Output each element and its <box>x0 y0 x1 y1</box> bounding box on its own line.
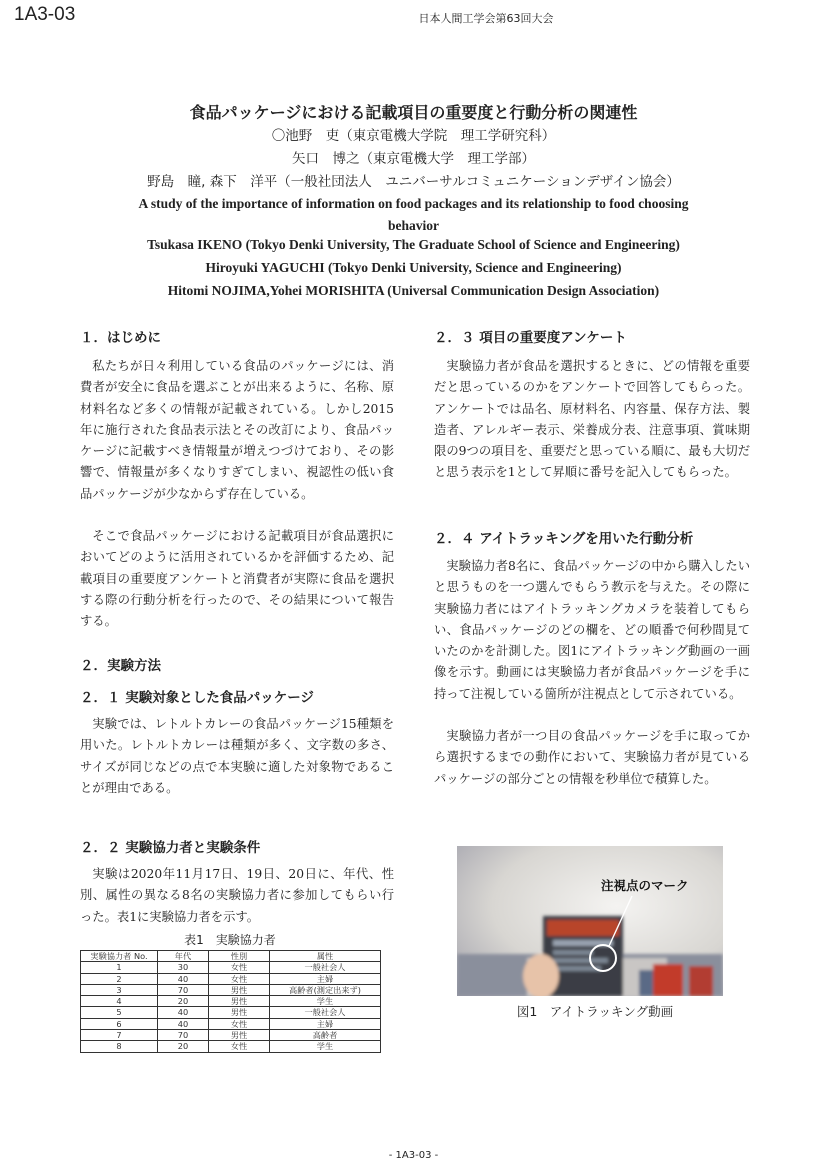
table-row <box>81 1018 381 1029</box>
japanese-title: 食品パッケージにおける記載項目の重要度と行動分析の関連性 <box>189 103 638 122</box>
table-cell: 男性 <box>209 996 270 1007</box>
table-row <box>81 973 381 984</box>
paper-code: 1A3-03 <box>14 4 76 25</box>
figure-caption: 図1 アイトラッキング動画 <box>516 1004 674 1019</box>
eyetracking-photo-graphic <box>457 846 723 996</box>
table-cell: 3 <box>81 984 158 995</box>
table-cell: 男性 <box>209 984 270 995</box>
table-cell: 高齢者(測定出来ず) <box>270 984 381 995</box>
table-caption: 表1 実験協力者 <box>184 933 276 947</box>
intro-paragraph: そこで食品パッケージにおける記載項目が食品選択においてどのように活用されているかを評価するため、記載項目の重要度アンケートと消費者が実際に食品を選択する際の行動分析を行ったので、その結果について報告する。 <box>80 529 394 629</box>
table-cell: 2 <box>81 973 158 984</box>
table-cell: 8 <box>81 1041 158 1052</box>
table-cell: 女性 <box>209 1018 270 1029</box>
table-cell: 女性 <box>209 962 270 973</box>
table-cell: 一般社会人 <box>270 1007 381 1018</box>
table-row <box>81 1041 381 1052</box>
table-cell: 40 <box>158 1018 209 1029</box>
eyetracking-paragraph: 実験協力者8名に、食品パッケージの中から購入したいと思うものを一つ選んでもらう教示を与えた。その際に実験協力者にはアイトラッキングカメラを装着してもらい、食品パッケージのどの欄を、どの順番で何秒間見ていたのかを計測した。図1にアイトラッキング動画の一画像を示す。動画には実験協力者が食品パッケージを手に持って注視している箇所が注視点として示されている。 <box>434 559 750 701</box>
method-paragraph: 実験では、レトルトカレーの食品パッケージ15種類を用いた。レトルトカレーは種類が多く、文字数の多さ、サイズが同じなどの点で本実験に適した対象物であることが理由である。 <box>80 717 394 795</box>
english-title <box>40 193 787 237</box>
english-author-line: Hiroyuki YAGUCHI (Tokyo Denki University, Science and Engineering) <box>205 260 622 275</box>
section-heading-2-2: ２．２ 実験協力者と実験条件 <box>80 840 261 856</box>
table-header-cell: 属性 <box>270 951 381 962</box>
section-heading-method: ２．実験方法 <box>80 658 161 674</box>
table-cell: 女性 <box>209 973 270 984</box>
table-cell: 7 <box>81 1030 158 1041</box>
section-heading-2-4: ２．４ アイトラッキングを用いた行動分析 <box>434 531 694 547</box>
japanese-author-line: 矢口 博之（東京電機大学 理工学部） <box>292 151 535 167</box>
section-heading-2-3: ２．３ 項目の重要度アンケート <box>434 330 627 346</box>
japanese-author-line: 〇池野 吏（東京電機大学院 理工学研究科） <box>271 128 556 144</box>
gaze-mark-label: 注視点のマーク <box>601 878 689 893</box>
table-row <box>81 996 381 1007</box>
english-author-line: Hitomi NOJIMA,Yohei MORISHITA (Universal Communication Design Association) <box>167 283 660 298</box>
eyetracking-photo <box>457 846 723 996</box>
table-cell: 男性 <box>209 1030 270 1041</box>
table-cell: 高齢者 <box>270 1030 381 1041</box>
table-header-row <box>81 951 381 962</box>
table-cell: 5 <box>81 1007 158 1018</box>
english-author-line: Tsukasa IKENO (Tokyo Denki University, The Graduate School of Science and Engineering) <box>147 237 680 252</box>
table-cell: 70 <box>158 1030 209 1041</box>
participants-paragraph: 実験は2020年11月17日、19日、20日に、年代、性別、属性の異なる8名の実験協力者に参加してもらい行った。表1に実験協力者を示す。 <box>80 867 394 924</box>
japanese-author-line: 野島 瞳, 森下 洋平（一般社団法人 ユニバーサルコミュニケーションデザイン協会） <box>147 174 680 190</box>
conference-name: 日本人間工学会第63回大会 <box>418 12 554 25</box>
table-cell: 30 <box>158 962 209 973</box>
section-heading-intro: １．はじめに <box>80 330 161 346</box>
page-number: - 1A3-03 - <box>388 1150 439 1161</box>
table-cell: 学生 <box>270 996 381 1007</box>
english-title-line: A study of the importance of information on food packages and its relationship to food choosing <box>138 196 689 211</box>
intro-paragraph: 私たちが日々利用している食品のパッケージには、消費者が安全に食品を選ぶことが出来るように、名称、原材料名など多くの情報が記載されている。しかし2015年に施行された食品表示法とその改訂により、食品パッケージに記載すべき情報量が増えつづけており、その影響で、情報量が多くなりすぎてしまい、視認性の低い食品パッケージが少なからず存在している。 <box>80 359 394 501</box>
table-row <box>81 1007 381 1018</box>
survey-paragraph: 実験協力者が食品を選択するときに、どの情報を重要だと思っているのかをアンケートで回答してもらった。アンケートでは品名、原材料名、内容量、保存方法、製造者、アレルギー表示、栄養成分表、注意事項、賞味期限の9つの項目を、重要だと思っている順に、最も大切だと思う表示を1として昇順に番号を記入してもらった。 <box>434 359 750 480</box>
english-title-line: behavior <box>387 218 439 233</box>
table-header-cell: 年代 <box>158 951 209 962</box>
table-header-cell: 実験協力者 No. <box>81 951 158 962</box>
participants-table <box>80 950 381 1053</box>
table-cell: 40 <box>158 1007 209 1018</box>
table-cell: 女性 <box>209 1041 270 1052</box>
table-cell: 20 <box>158 1041 209 1052</box>
table-cell: 男性 <box>209 1007 270 1018</box>
table-row <box>81 1030 381 1041</box>
eyetracking-paragraph: 実験協力者が一つ目の食品パッケージを手に取ってから選択するまでの動作において、実験協力者が見ているパッケージの部分ごとの情報を秒単位で積算した。 <box>434 729 750 786</box>
table-cell: 4 <box>81 996 158 1007</box>
table-cell: 70 <box>158 984 209 995</box>
table-cell: 1 <box>81 962 158 973</box>
table-cell: 40 <box>158 973 209 984</box>
section-heading-2-1: ２．１ 実験対象とした食品パッケージ <box>80 690 314 706</box>
table-cell: 主婦 <box>270 973 381 984</box>
table-cell: 一般社会人 <box>270 962 381 973</box>
table-cell: 20 <box>158 996 209 1007</box>
table-header-cell: 性別 <box>209 951 270 962</box>
table-cell: 6 <box>81 1018 158 1029</box>
table-cell: 学生 <box>270 1041 381 1052</box>
table-row <box>81 962 381 973</box>
table-cell: 主婦 <box>270 1018 381 1029</box>
table-row <box>81 984 381 995</box>
